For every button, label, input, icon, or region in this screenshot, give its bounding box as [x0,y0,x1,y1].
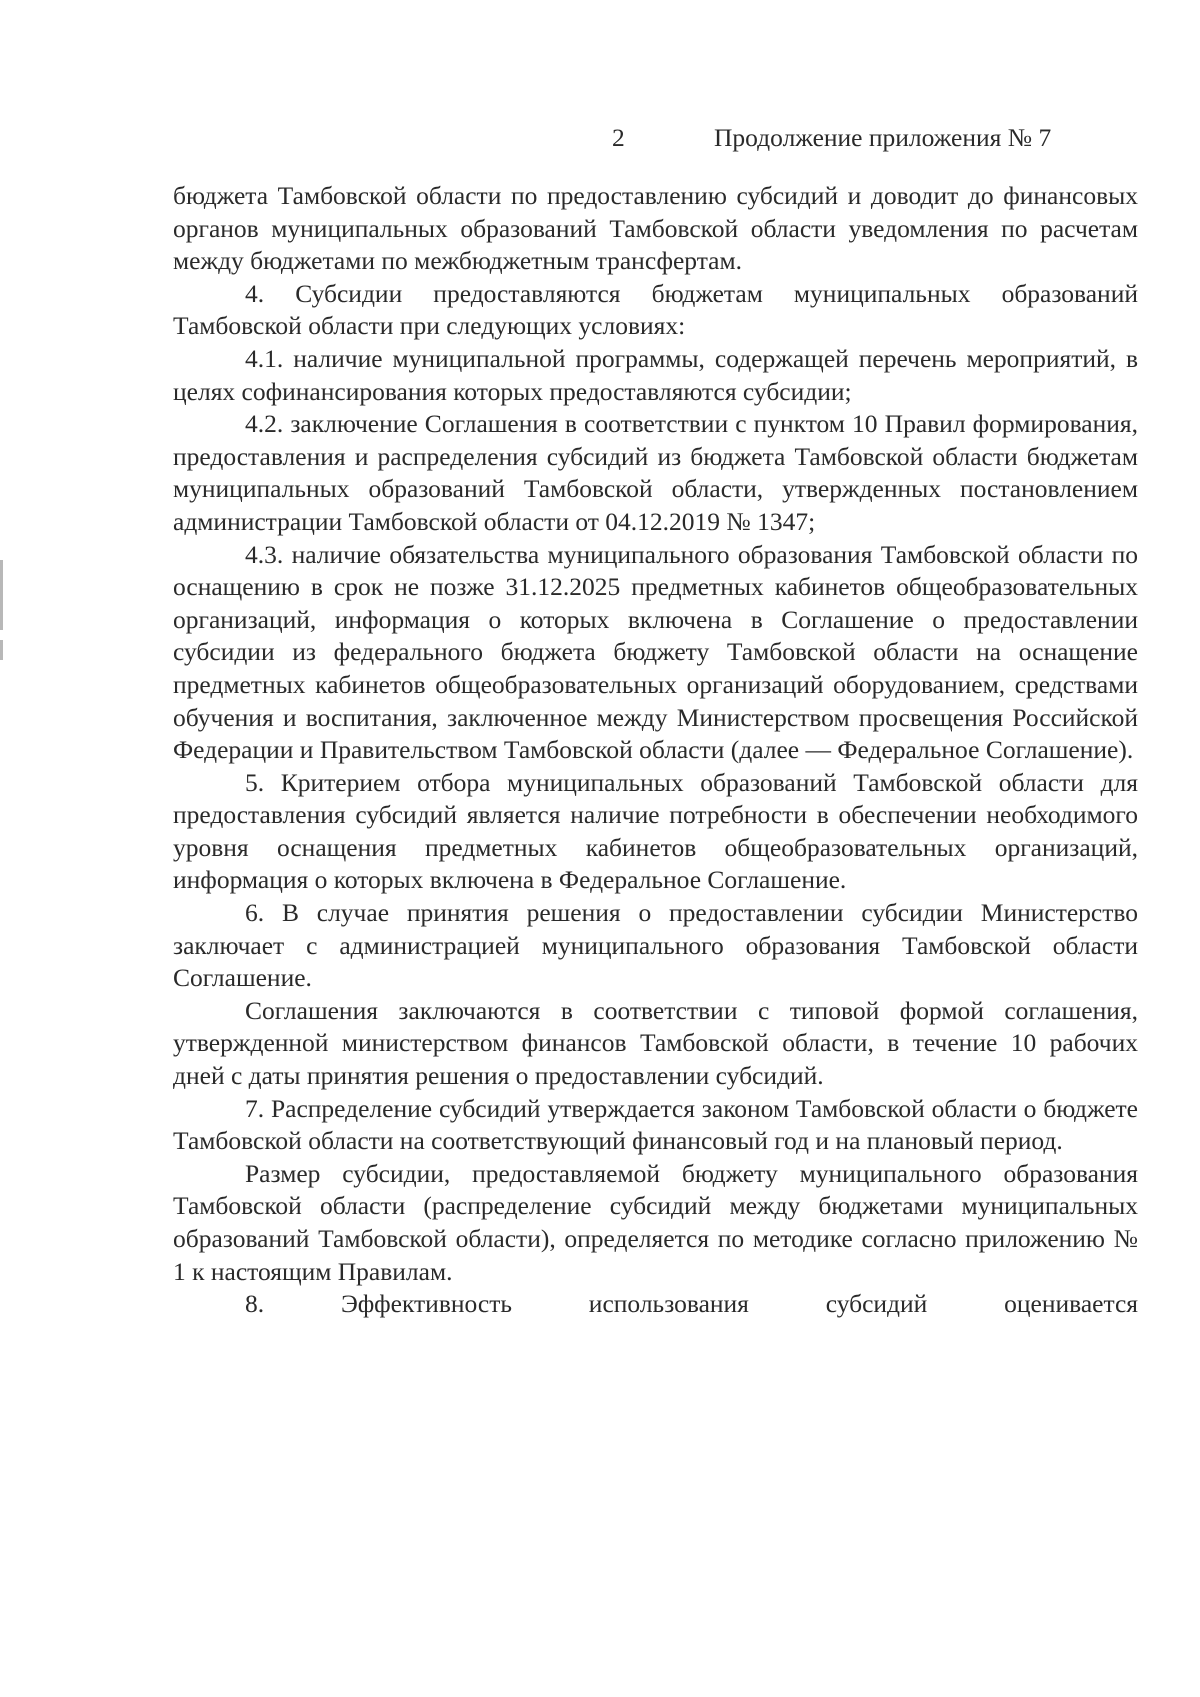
paragraph-item-4-1: 4.1. наличие муниципальной программы, содержащей перечень мероприятий, в целях софинансирования которых предоставляются субсидии; [173,343,1138,406]
paragraph-item-6-agreements: Соглашения заключаются в соответствии с типовой формой соглашения, утвержденной министерством финансов Тамбовской области, в течение 10 рабочих дней с даты принятия решения о предоставлении субсидий. [173,995,1138,1091]
paragraph-item-4: 4. Субсидии предоставляются бюджетам муниципальных образований Тамбовской области при следующих условиях: [173,278,1138,341]
paragraph-item-6: 6. В случае принятия решения о предоставлении субсидии Министерство заключает с администрацией муниципального образования Тамбовской области Соглашение. [173,898,1138,993]
appendix-label: Продолжение приложения № 7 [714,123,1052,152]
document-body [173,180,1138,1321]
paragraph-item-8: 8. Эффективность использования субсидий оценивается [245,1289,1138,1319]
paragraph-item-4-3: 4.3. наличие обязательства муниципального образования Тамбовской области по оснащению в срок не позже 31.12.2025 предметных кабинетов общеобразовательных организаций, информация о которых включена в Соглашение о предоставлении субсидии из федерального бюджета бюджету Тамбовской области на оснащение предметных кабинетов общеобразовательных организаций оборудованием, средствами обучения и воспитания, заключенное между Министерством просвещения Российской Федерации и Правительством Тамбовской области (далее — Федеральное Соглашение). [173,539,1138,765]
paragraph-item-4-2: 4.2. заключение Соглашения в соответствии с пунктом 10 Правил формирования, предоставления и распределения субсидий из бюджета Тамбовской области бюджетам муниципальных образований Тамбовской области, утвержденных постановлением администрации Тамбовской области от 04.12.2019 № 1347; [173,409,1138,536]
scan-edge-mark [0,560,3,630]
paragraph-continuation: бюджета Тамбовской области по предоставлению субсидий и доводит до финансовых органов муниципальных образований Тамбовской области уведомления по расчетам между бюджетами по межбюджетным трансфертам. [173,181,1138,276]
page-number: 2 [612,123,625,152]
page-header [0,118,1200,158]
paragraph-item-7-size: Размер субсидии, предоставляемой бюджету муниципального образования Тамбовской области (распределение субсидий между бюджетами муниципальных образований Тамбовской области), определяется по методике согласно приложению № 1 к настоящим Правилам. [173,1158,1138,1286]
paragraph-item-7: 7. Распределение субсидий утверждается законом Тамбовской области о бюджете Тамбовской области на соответствующий финансовый год и на плановый период. [173,1093,1138,1156]
paragraph-item-5: 5. Критерием отбора муниципальных образований Тамбовской области для предоставления субсидий является наличие потребности в обеспечении необходимого уровня оснащения предметных кабинетов общеобразовательных организаций, информация о которых включена в Федеральное Соглашение. [173,767,1138,895]
scan-edge-mark [0,640,3,660]
